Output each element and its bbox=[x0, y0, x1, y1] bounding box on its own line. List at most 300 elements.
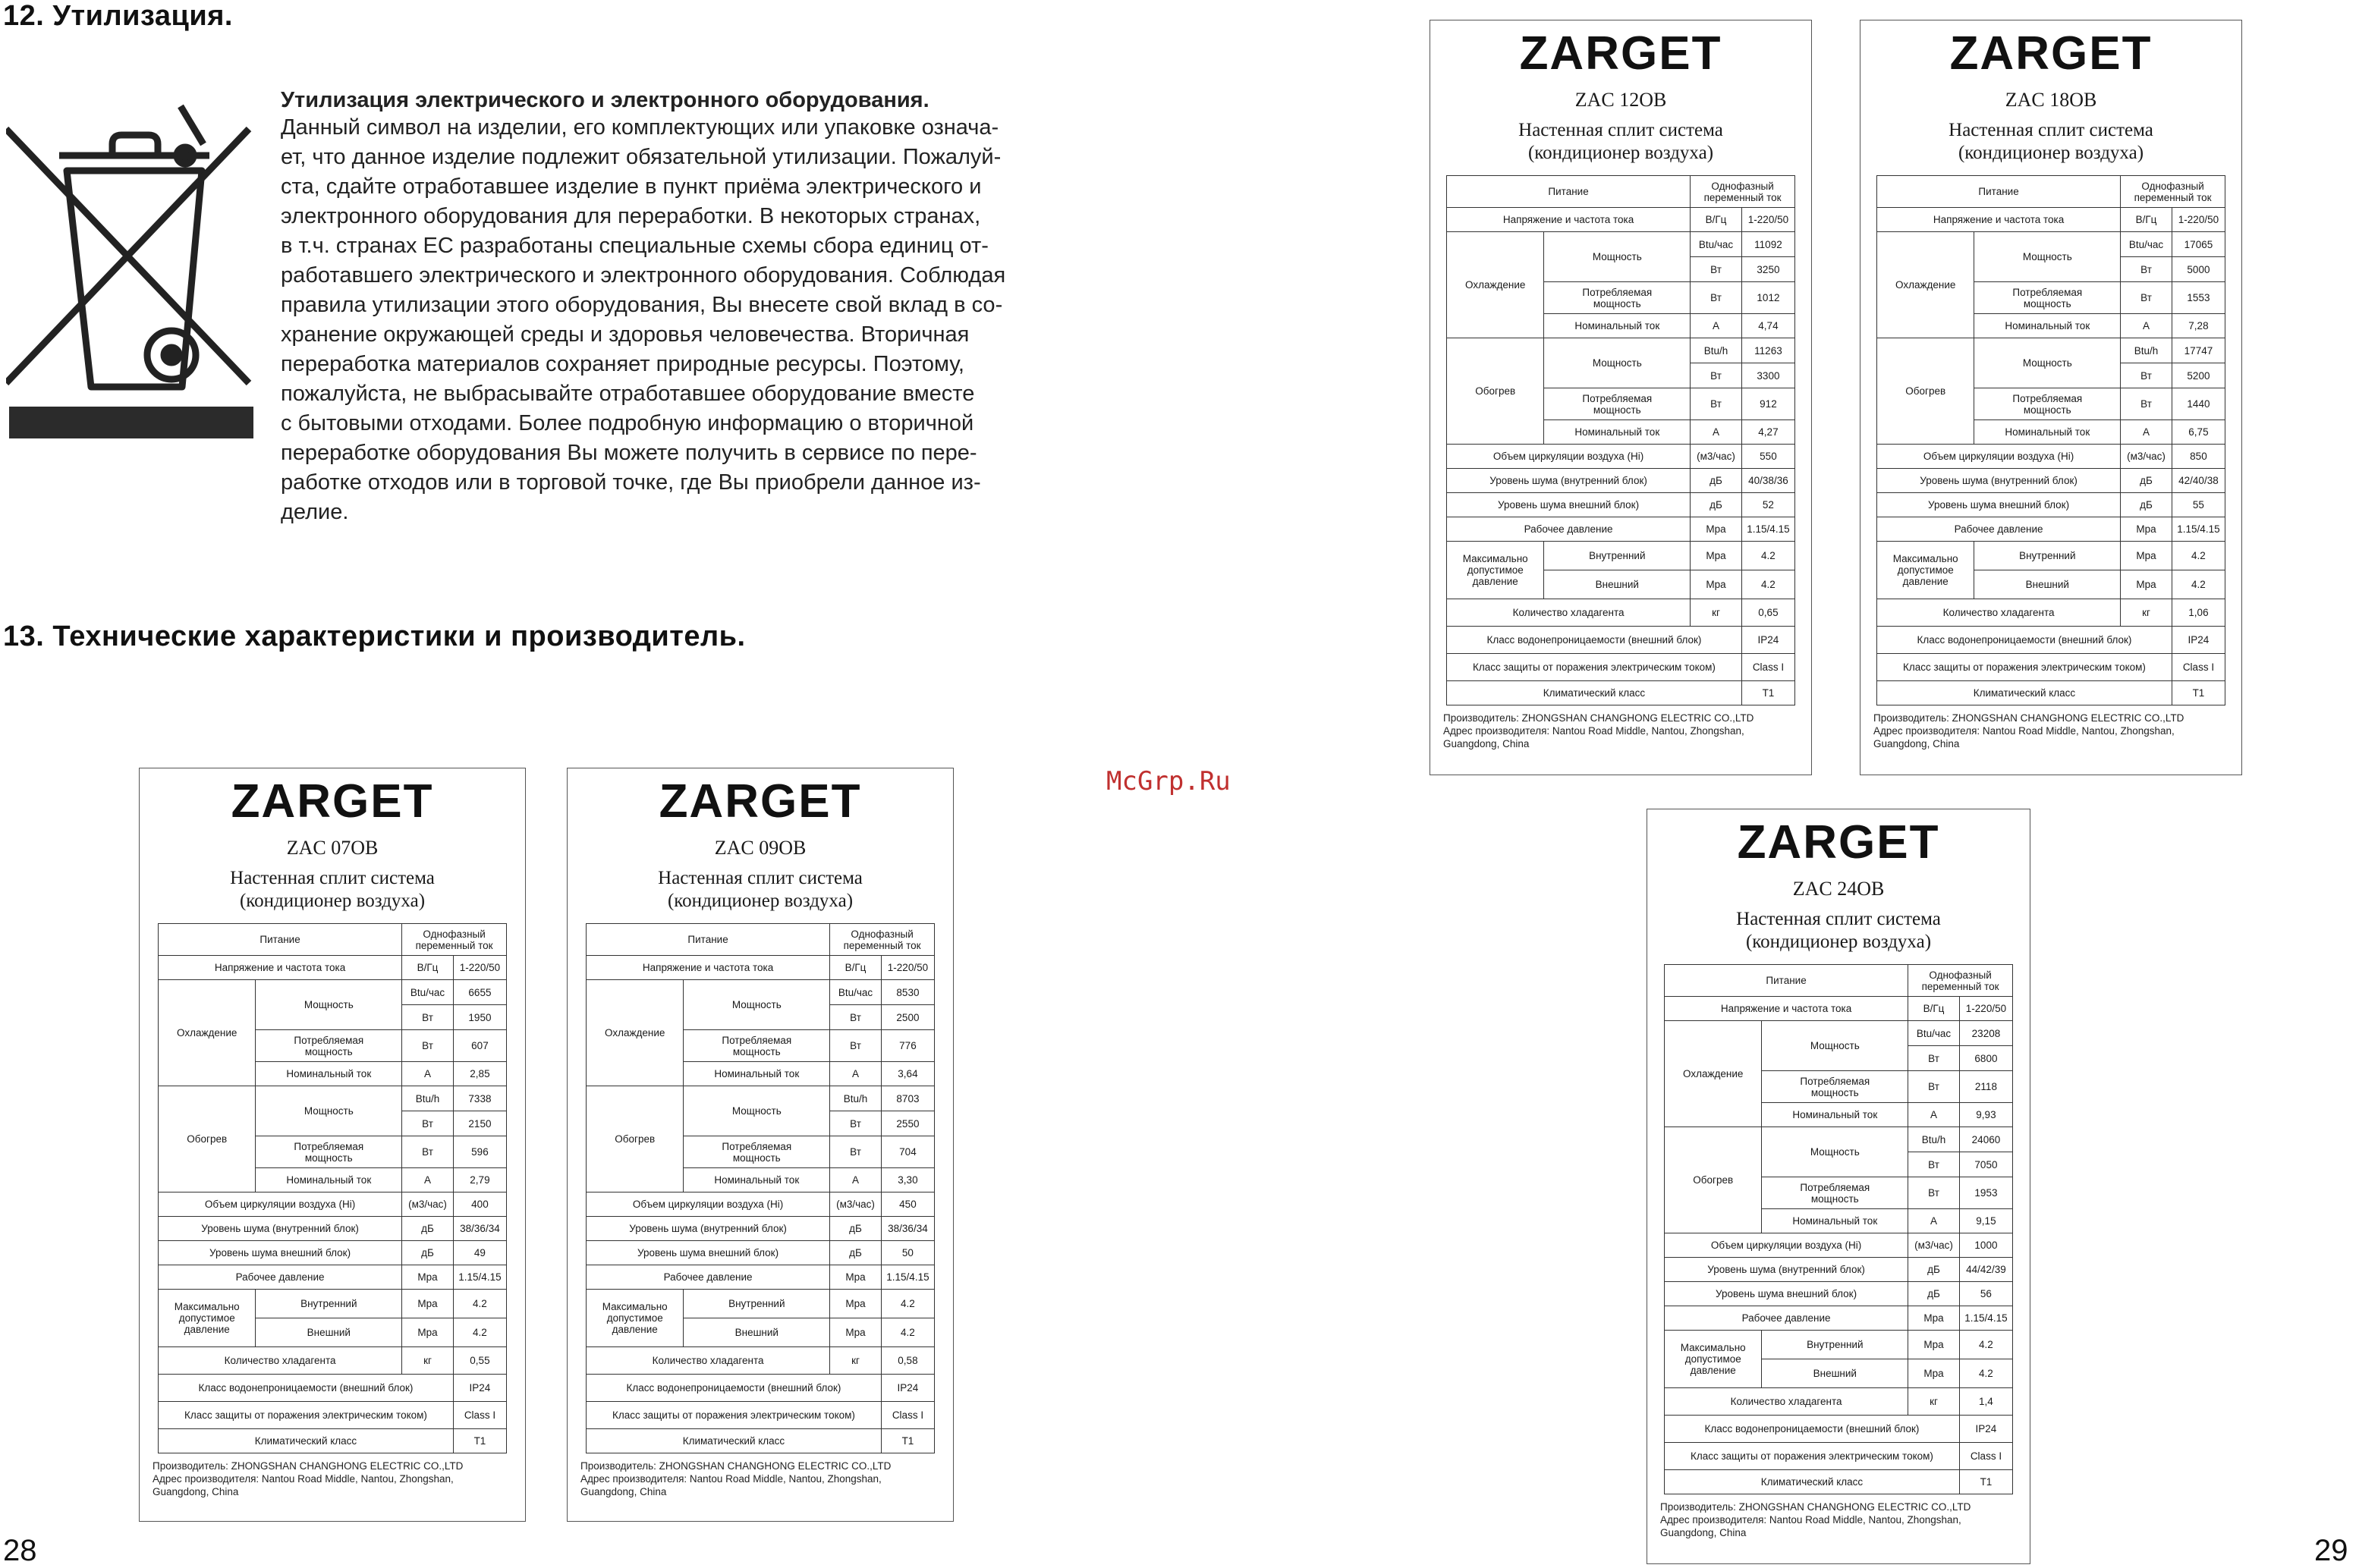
work-pressure-unit: Мра bbox=[402, 1265, 454, 1290]
noise-in-unit: дБ bbox=[1691, 469, 1742, 493]
model-name: ZAC 18OB bbox=[2005, 89, 2097, 111]
shock-class-value: Class I bbox=[2172, 654, 2225, 681]
cooling-w-unit: Вт bbox=[2121, 257, 2172, 282]
voltage-unit: В/Гц bbox=[1691, 208, 1742, 232]
power-value-line2: переменный ток bbox=[1703, 191, 1782, 203]
utilization-line: с бытовыми отходами. Более подробную информацию о вторичной bbox=[281, 411, 974, 435]
cooling-btu-value: 17065 bbox=[2172, 232, 2225, 257]
utilization-line: переработке оборудования Вы можете получить в сервисе по пере- bbox=[281, 441, 977, 465]
max-inner-unit: Мра bbox=[2121, 542, 2172, 570]
zarget-logo-icon bbox=[203, 779, 461, 823]
noise-in-unit: дБ bbox=[830, 1217, 882, 1241]
max-pressure-label bbox=[587, 1290, 684, 1347]
cooling-capacity-label: Мощность bbox=[1974, 232, 2121, 282]
power-value-line2: переменный ток bbox=[415, 939, 493, 951]
airflow-unit: (м3/час) bbox=[1908, 1233, 1960, 1258]
heating-current-value: 2,79 bbox=[453, 1168, 506, 1192]
ip-class-value: IP24 bbox=[881, 1375, 934, 1402]
cooling-w-value: 1950 bbox=[453, 1005, 506, 1030]
cooling-btu-value: 8530 bbox=[881, 980, 934, 1005]
max-outer-label: Внешний bbox=[1974, 570, 2121, 599]
cooling-current-value: 9,93 bbox=[1959, 1103, 2012, 1127]
zarget-logo-icon bbox=[1922, 31, 2180, 75]
max-pressure-line3: давление bbox=[612, 1324, 658, 1335]
heating-btu-unit: Btu/h bbox=[830, 1086, 882, 1111]
heating-current-value: 9,15 bbox=[1959, 1209, 2012, 1233]
airflow-label: Объем циркуляции воздуха (Hi) bbox=[1665, 1233, 1908, 1258]
model-name: ZAC 12OB bbox=[1574, 89, 1667, 111]
cooling-current-value: 2,85 bbox=[453, 1062, 506, 1086]
noise-out-value: 49 bbox=[453, 1241, 506, 1265]
heating-btu-value: 8703 bbox=[881, 1086, 934, 1111]
heating-current-unit: А bbox=[2121, 420, 2172, 445]
cooling-consumed-value: 1553 bbox=[2172, 282, 2225, 314]
manufacturer-line1: Производитель: ZHONGSHAN CHANGHONG ELECTRIC CO.,LTD bbox=[580, 1460, 892, 1472]
heating-consumed-unit: Вт bbox=[830, 1136, 882, 1168]
utilization-line: переработка материалов сохраняет природные ресурсы. Поэтому, bbox=[281, 352, 964, 376]
ip-class-label: Класс водонепроницаемости (внешний блок) bbox=[1665, 1416, 1960, 1443]
shock-class-value: Class I bbox=[1959, 1443, 2012, 1470]
max-inner-value: 4.2 bbox=[1741, 542, 1794, 570]
refrigerant-unit: кг bbox=[402, 1347, 454, 1375]
cooling-consumed-unit: Вт bbox=[1908, 1071, 1960, 1103]
cooling-consumed-label bbox=[1762, 1071, 1908, 1103]
heating-current-value: 3,30 bbox=[881, 1168, 934, 1192]
cooling-current-value: 7,28 bbox=[2172, 314, 2225, 338]
voltage-value: 1-220/50 bbox=[1741, 208, 1794, 232]
cooling-current-label: Номинальный ток bbox=[684, 1062, 830, 1086]
manufacturer-line2: Адрес производителя: Nantou Road Middle, Nantou, Zhongshan, bbox=[1873, 725, 2175, 737]
spec-card-zac-24ob bbox=[1647, 809, 2030, 1564]
max-inner-value: 4.2 bbox=[453, 1290, 506, 1318]
consumed-line2: мощность bbox=[304, 1152, 353, 1164]
noise-out-unit: дБ bbox=[402, 1241, 454, 1265]
cooling-consumed-label bbox=[1544, 282, 1691, 314]
weee-crossed-bin-icon bbox=[6, 68, 256, 446]
ip-class-value: IP24 bbox=[1741, 627, 1794, 654]
work-pressure-label: Рабочее давление bbox=[1877, 517, 2121, 542]
airflow-label: Объем циркуляции воздуха (Hi) bbox=[587, 1192, 830, 1217]
noise-out-label: Уровень шума внешний блок) bbox=[1665, 1282, 1908, 1306]
airflow-label: Объем циркуляции воздуха (Hi) bbox=[1877, 445, 2121, 469]
cooling-consumed-unit: Вт bbox=[2121, 282, 2172, 314]
airflow-value: 850 bbox=[2172, 445, 2225, 469]
spec-table bbox=[1446, 175, 1795, 705]
heating-btu-value: 24060 bbox=[1959, 1127, 2012, 1152]
heating-current-label: Номинальный ток bbox=[684, 1168, 830, 1192]
voltage-value: 1-220/50 bbox=[453, 956, 506, 980]
brand-logo bbox=[568, 779, 953, 832]
brand-logo-text: ZARGET bbox=[659, 779, 862, 823]
heating-w-unit: Вт bbox=[1908, 1152, 1960, 1177]
spec-card-zac-12ob bbox=[1430, 20, 1812, 775]
consumed-line2: мощность bbox=[732, 1152, 781, 1164]
shock-class-value: Class I bbox=[881, 1402, 934, 1429]
heating-capacity-label: Мощность bbox=[1974, 338, 2121, 388]
heating-btu-value: 11263 bbox=[1741, 338, 1794, 363]
power-value bbox=[1908, 965, 2013, 997]
utilization-line: правила утилизации этого оборудования, Вы внесете свой вклад в со- bbox=[281, 293, 1003, 317]
max-inner-unit: Мра bbox=[1691, 542, 1742, 570]
voltage-value: 1-220/50 bbox=[881, 956, 934, 980]
utilization-line: работке отходов или в торговой точке, где Вы приобрели данное из- bbox=[281, 470, 981, 495]
airflow-label: Объем циркуляции воздуха (Hi) bbox=[159, 1192, 402, 1217]
power-value-line1: Однофазный bbox=[2141, 180, 2204, 192]
shock-class-label: Класс защиты от поражения электрическим током) bbox=[587, 1402, 882, 1429]
cooling-consumed-value: 607 bbox=[453, 1030, 506, 1062]
voltage-label: Напряжение и частота тока bbox=[159, 956, 402, 980]
work-pressure-label: Рабочее давление bbox=[159, 1265, 402, 1290]
consumed-line1: Потребляемая bbox=[2012, 286, 2083, 298]
noise-out-label: Уровень шума внешний блок) bbox=[587, 1241, 830, 1265]
voltage-unit: В/Гц bbox=[830, 956, 882, 980]
max-inner-label: Внутренний bbox=[256, 1290, 402, 1318]
specs-title: 13. Технические характеристики и производитель. bbox=[3, 621, 746, 652]
power-value bbox=[830, 924, 935, 956]
climate-class-label: Климатический класс bbox=[159, 1429, 454, 1453]
max-inner-label: Внутренний bbox=[684, 1290, 830, 1318]
cooling-current-label: Номинальный ток bbox=[1762, 1103, 1908, 1127]
max-pressure-label bbox=[1877, 542, 1974, 599]
noise-in-value: 44/42/39 bbox=[1959, 1258, 2012, 1282]
cooling-consumed-value: 1012 bbox=[1741, 282, 1794, 314]
noise-out-label: Уровень шума внешний блок) bbox=[1447, 493, 1691, 517]
model-name: ZAC 07OB bbox=[286, 837, 379, 859]
max-pressure-line2: допустимое bbox=[606, 1312, 663, 1324]
cooling-btu-unit: Btu/час bbox=[830, 980, 882, 1005]
refrigerant-unit: кг bbox=[2121, 599, 2172, 627]
manufacturer-line1: Производитель: ZHONGSHAN CHANGHONG ELECTRIC CO.,LTD bbox=[153, 1460, 464, 1472]
power-value-line2: переменный ток bbox=[2134, 191, 2212, 203]
product-type bbox=[1430, 119, 1811, 165]
cooling-btu-unit: Btu/час bbox=[2121, 232, 2172, 257]
heating-consumed-label bbox=[684, 1136, 830, 1168]
product-type-line1: Настенная сплит система bbox=[1949, 120, 2153, 140]
heating-btu-unit: Btu/h bbox=[1691, 338, 1742, 363]
consumed-line1: Потребляемая bbox=[294, 1140, 364, 1152]
max-inner-label: Внутренний bbox=[1762, 1331, 1908, 1359]
cooling-current-unit: А bbox=[1908, 1103, 1960, 1127]
noise-out-label: Уровень шума внешний блок) bbox=[1877, 493, 2121, 517]
utilization-block bbox=[281, 88, 1074, 527]
product-type-line2: (кондиционер воздуха) bbox=[667, 891, 854, 911]
voltage-label: Напряжение и частота тока bbox=[1447, 208, 1691, 232]
shock-class-value: Class I bbox=[1741, 654, 1794, 681]
utilization-line: ет, что данное изделие подлежит обязательной утилизации. Пожалуй- bbox=[281, 145, 1002, 169]
utilization-line: работавшего электрического и электронного оборудования. Соблюдая bbox=[281, 263, 1006, 288]
refrigerant-value: 1,4 bbox=[1959, 1388, 2012, 1416]
work-pressure-value: 1.15/4.15 bbox=[2172, 517, 2225, 542]
noise-out-unit: дБ bbox=[2121, 493, 2172, 517]
consumed-line2: мощность bbox=[304, 1045, 353, 1057]
power-value-line1: Однофазный bbox=[1711, 180, 1774, 192]
climate-class-label: Климатический класс bbox=[587, 1429, 882, 1453]
max-inner-value: 4.2 bbox=[1959, 1331, 2012, 1359]
work-pressure-unit: Мра bbox=[1691, 517, 1742, 542]
noise-out-value: 52 bbox=[1741, 493, 1794, 517]
cooling-btu-unit: Btu/час bbox=[1908, 1021, 1960, 1046]
spec-card-zac-09ob bbox=[567, 768, 954, 1522]
climate-class-label: Климатический класс bbox=[1665, 1470, 1960, 1494]
heating-w-value: 5200 bbox=[2172, 363, 2225, 388]
work-pressure-label: Рабочее давление bbox=[1665, 1306, 1908, 1331]
utilization-line: пожалуйста, не выбрасывайте отработавшее оборудование вместе bbox=[281, 382, 975, 406]
spec-table bbox=[158, 923, 507, 1453]
consumed-line1: Потребляемая bbox=[722, 1140, 792, 1152]
cooling-w-value: 3250 bbox=[1741, 257, 1794, 282]
cooling-btu-unit: Btu/час bbox=[402, 980, 454, 1005]
voltage-value: 1-220/50 bbox=[2172, 208, 2225, 232]
model-name: ZAC 24OB bbox=[1792, 878, 1885, 900]
spec-card-zac-07ob bbox=[139, 768, 526, 1522]
utilization-paragraph bbox=[281, 113, 1074, 527]
airflow-value: 1000 bbox=[1959, 1233, 2012, 1258]
consumed-line2: мощность bbox=[1593, 404, 1641, 416]
noise-out-value: 56 bbox=[1959, 1282, 2012, 1306]
max-pressure-line3: давление bbox=[184, 1324, 230, 1335]
airflow-value: 400 bbox=[453, 1192, 506, 1217]
power-label: Питание bbox=[159, 924, 402, 956]
noise-out-unit: дБ bbox=[1908, 1282, 1960, 1306]
watermark: McGrp.Ru bbox=[1106, 766, 1231, 797]
voltage-value: 1-220/50 bbox=[1959, 997, 2012, 1021]
ip-class-label: Класс водонепроницаемости (внешний блок) bbox=[159, 1375, 454, 1402]
noise-out-unit: дБ bbox=[1691, 493, 1742, 517]
max-outer-unit: Мра bbox=[2121, 570, 2172, 599]
max-outer-value: 4.2 bbox=[1959, 1359, 2012, 1388]
power-value-line2: переменный ток bbox=[843, 939, 921, 951]
ip-class-value: IP24 bbox=[453, 1375, 506, 1402]
refrigerant-label: Количество хладагента bbox=[587, 1347, 830, 1375]
cooling-capacity-label: Мощность bbox=[1762, 1021, 1908, 1071]
noise-out-value: 50 bbox=[881, 1241, 934, 1265]
heating-consumed-value: 1953 bbox=[1959, 1177, 2012, 1209]
noise-in-label: Уровень шума (внутренний блок) bbox=[587, 1217, 830, 1241]
consumed-line1: Потребляемая bbox=[1582, 392, 1653, 404]
max-pressure-line2: допустимое bbox=[178, 1312, 235, 1324]
consumed-line2: мощность bbox=[1810, 1192, 1859, 1205]
heating-current-unit: А bbox=[830, 1168, 882, 1192]
max-pressure-line2: допустимое bbox=[1897, 564, 1954, 576]
refrigerant-label: Количество хладагента bbox=[1447, 599, 1691, 627]
cooling-capacity-label: Мощность bbox=[1544, 232, 1691, 282]
climate-class-value: T1 bbox=[453, 1429, 506, 1453]
heating-capacity-label: Мощность bbox=[684, 1086, 830, 1136]
work-pressure-label: Рабочее давление bbox=[587, 1265, 830, 1290]
airflow-value: 450 bbox=[881, 1192, 934, 1217]
refrigerant-label: Количество хладагента bbox=[1877, 599, 2121, 627]
refrigerant-value: 1,06 bbox=[2172, 599, 2225, 627]
cooling-w-unit: Вт bbox=[830, 1005, 882, 1030]
brand-logo-text: ZARGET bbox=[1949, 31, 2153, 75]
heating-current-value: 6,75 bbox=[2172, 420, 2225, 445]
consumed-line2: мощность bbox=[1810, 1086, 1859, 1098]
noise-in-value: 42/40/38 bbox=[2172, 469, 2225, 493]
heating-current-unit: А bbox=[402, 1168, 454, 1192]
max-pressure-label bbox=[159, 1290, 256, 1347]
airflow-unit: (м3/час) bbox=[2121, 445, 2172, 469]
refrigerant-label: Количество хладагента bbox=[1665, 1388, 1908, 1416]
manufacturer-info bbox=[153, 1460, 525, 1498]
max-pressure-line2: допустимое bbox=[1467, 564, 1524, 576]
spec-table bbox=[1664, 964, 2013, 1494]
cooling-consumed-label bbox=[1974, 282, 2121, 314]
manufacturer-info bbox=[1443, 712, 1811, 750]
utilization-line: ста, сдайте отработавшее изделие в пункт приёма электрического и bbox=[281, 174, 982, 199]
product-type bbox=[1647, 908, 2030, 954]
heating-w-unit: Вт bbox=[402, 1111, 454, 1136]
utilization-line: электронного оборудования для переработки. В некоторых странах, bbox=[281, 204, 981, 228]
product-type-line2: (кондиционер воздуха) bbox=[1527, 143, 1714, 163]
heating-w-unit: Вт bbox=[830, 1111, 882, 1136]
manufacturer-line3: Guangdong, China bbox=[1660, 1527, 1747, 1538]
airflow-unit: (м3/час) bbox=[830, 1192, 882, 1217]
max-pressure-line3: давление bbox=[1902, 576, 1949, 587]
heating-label: Обогрев bbox=[159, 1086, 256, 1192]
brand-logo-text: ZARGET bbox=[1737, 820, 1940, 864]
work-pressure-value: 1.15/4.15 bbox=[453, 1265, 506, 1290]
heating-w-value: 7050 bbox=[1959, 1152, 2012, 1177]
heating-btu-unit: Btu/h bbox=[402, 1086, 454, 1111]
product-type-line2: (кондиционер воздуха) bbox=[1745, 932, 1932, 952]
heating-label: Обогрев bbox=[1665, 1127, 1762, 1233]
max-outer-value: 4.2 bbox=[2172, 570, 2225, 599]
refrigerant-value: 0,55 bbox=[453, 1347, 506, 1375]
noise-out-label: Уровень шума внешний блок) bbox=[159, 1241, 402, 1265]
voltage-unit: В/Гц bbox=[2121, 208, 2172, 232]
power-value-line1: Однофазный bbox=[1929, 969, 1992, 981]
work-pressure-unit: Мра bbox=[2121, 517, 2172, 542]
climate-class-label: Климатический класс bbox=[1447, 681, 1742, 705]
manufacturer-line2: Адрес производителя: Nantou Road Middle, Nantou, Zhongshan, bbox=[580, 1473, 882, 1485]
shock-class-label: Класс защиты от поражения электрическим током) bbox=[1665, 1443, 1960, 1470]
max-pressure-line1: Максимально bbox=[1462, 553, 1528, 564]
heating-capacity-label: Мощность bbox=[256, 1086, 402, 1136]
heating-current-label: Номинальный ток bbox=[1762, 1209, 1908, 1233]
heating-w-unit: Вт bbox=[2121, 363, 2172, 388]
max-outer-value: 4.2 bbox=[453, 1318, 506, 1347]
power-label: Питание bbox=[1665, 965, 1908, 997]
max-pressure-line2: допустимое bbox=[1684, 1353, 1741, 1365]
consumed-line1: Потребляемая bbox=[2012, 392, 2083, 404]
noise-in-label: Уровень шума (внутренний блок) bbox=[1665, 1258, 1908, 1282]
cooling-btu-value: 6655 bbox=[453, 980, 506, 1005]
refrigerant-value: 0,65 bbox=[1741, 599, 1794, 627]
heating-consumed-unit: Вт bbox=[1691, 388, 1742, 420]
max-outer-label: Внешний bbox=[684, 1318, 830, 1347]
heating-current-unit: А bbox=[1908, 1209, 1960, 1233]
noise-in-label: Уровень шума (внутренний блок) bbox=[1877, 469, 2121, 493]
heating-current-label: Номинальный ток bbox=[1544, 420, 1691, 445]
brand-logo-text: ZARGET bbox=[1519, 31, 1722, 75]
cooling-current-value: 3,64 bbox=[881, 1062, 934, 1086]
max-pressure-label bbox=[1447, 542, 1544, 599]
utilization-heading: Утилизация электрического и электронного оборудования. bbox=[281, 88, 929, 112]
voltage-unit: В/Гц bbox=[402, 956, 454, 980]
heating-label: Обогрев bbox=[1447, 338, 1544, 445]
manufacturer-line3: Guangdong, China bbox=[580, 1486, 667, 1497]
cooling-current-unit: А bbox=[402, 1062, 454, 1086]
manufacturer-info bbox=[1660, 1500, 2030, 1539]
ip-class-label: Класс водонепроницаемости (внешний блок) bbox=[587, 1375, 882, 1402]
utilization-line: в т.ч. странах ЕС разработаны специальные схемы сбора единиц от- bbox=[281, 234, 989, 258]
max-pressure-line3: давление bbox=[1690, 1365, 1736, 1376]
max-inner-unit: Мра bbox=[1908, 1331, 1960, 1359]
heating-consumed-value: 1440 bbox=[2172, 388, 2225, 420]
power-value-line2: переменный ток bbox=[1921, 980, 1999, 992]
manufacturer-line3: Guangdong, China bbox=[153, 1486, 239, 1497]
cooling-btu-value: 11092 bbox=[1741, 232, 1794, 257]
manufacturer-line3: Guangdong, China bbox=[1873, 738, 1960, 749]
max-inner-label: Внутренний bbox=[1974, 542, 2121, 570]
refrigerant-unit: кг bbox=[1908, 1388, 1960, 1416]
refrigerant-unit: кг bbox=[830, 1347, 882, 1375]
product-type-line2: (кондиционер воздуха) bbox=[239, 891, 426, 911]
airflow-unit: (м3/час) bbox=[1691, 445, 1742, 469]
cooling-w-value: 5000 bbox=[2172, 257, 2225, 282]
max-pressure-line1: Максимально bbox=[602, 1301, 668, 1312]
cooling-label: Охлаждение bbox=[1877, 232, 1974, 338]
model-name: ZAC 09OB bbox=[714, 837, 807, 859]
cooling-current-unit: А bbox=[2121, 314, 2172, 338]
cooling-w-unit: Вт bbox=[402, 1005, 454, 1030]
cooling-consumed-label bbox=[684, 1030, 830, 1062]
manufacturer-line1: Производитель: ZHONGSHAN CHANGHONG ELECTRIC CO.,LTD bbox=[1660, 1501, 1971, 1513]
cooling-consumed-unit: Вт bbox=[830, 1030, 882, 1062]
heating-consumed-label bbox=[1762, 1177, 1908, 1209]
power-label: Питание bbox=[587, 924, 830, 956]
heating-current-label: Номинальный ток bbox=[256, 1168, 402, 1192]
heating-label: Обогрев bbox=[587, 1086, 684, 1192]
airflow-label: Объем циркуляции воздуха (Hi) bbox=[1447, 445, 1691, 469]
heating-w-value: 2550 bbox=[881, 1111, 934, 1136]
noise-in-unit: дБ bbox=[2121, 469, 2172, 493]
max-pressure-label bbox=[1665, 1331, 1762, 1388]
heating-current-value: 4,27 bbox=[1741, 420, 1794, 445]
zarget-logo-icon bbox=[1492, 31, 1750, 75]
brand-logo-text: ZARGET bbox=[231, 779, 434, 823]
noise-in-label: Уровень шума (внутренний блок) bbox=[1447, 469, 1691, 493]
refrigerant-label: Количество хладагента bbox=[159, 1347, 402, 1375]
noise-in-value: 40/38/36 bbox=[1741, 469, 1794, 493]
power-value bbox=[402, 924, 507, 956]
cooling-consumed-unit: Вт bbox=[1691, 282, 1742, 314]
max-outer-label: Внешний bbox=[1544, 570, 1691, 599]
cooling-current-label: Номинальный ток bbox=[1974, 314, 2121, 338]
max-inner-value: 4.2 bbox=[881, 1290, 934, 1318]
brand-logo bbox=[1430, 31, 1811, 84]
consumed-line1: Потребляемая bbox=[1800, 1181, 1870, 1193]
utilization-title: 12. Утилизация. bbox=[3, 0, 233, 32]
cooling-capacity-label: Мощность bbox=[256, 980, 402, 1030]
cooling-current-unit: А bbox=[1691, 314, 1742, 338]
heating-consumed-unit: Вт bbox=[2121, 388, 2172, 420]
max-outer-unit: Мра bbox=[830, 1318, 882, 1347]
manufacturer-line2: Адрес производителя: Nantou Road Middle, Nantou, Zhongshan, bbox=[153, 1473, 454, 1485]
brand-logo bbox=[1860, 31, 2241, 84]
manufacturer-line2: Адрес производителя: Nantou Road Middle, Nantou, Zhongshan, bbox=[1443, 725, 1744, 737]
heating-btu-unit: Btu/h bbox=[2121, 338, 2172, 363]
work-pressure-label: Рабочее давление bbox=[1447, 517, 1691, 542]
max-pressure-line1: Максимально bbox=[174, 1301, 240, 1312]
page-number-right: 29 bbox=[2314, 1534, 2348, 1567]
climate-class-value: T1 bbox=[1959, 1470, 2012, 1494]
zarget-logo-icon bbox=[631, 779, 889, 823]
max-pressure-line1: Максимально bbox=[1892, 553, 1958, 564]
manufacturer-line1: Производитель: ZHONGSHAN CHANGHONG ELECTRIC CO.,LTD bbox=[1873, 712, 2184, 724]
climate-class-label: Климатический класс bbox=[1877, 681, 2172, 705]
heating-w-value: 2150 bbox=[453, 1111, 506, 1136]
